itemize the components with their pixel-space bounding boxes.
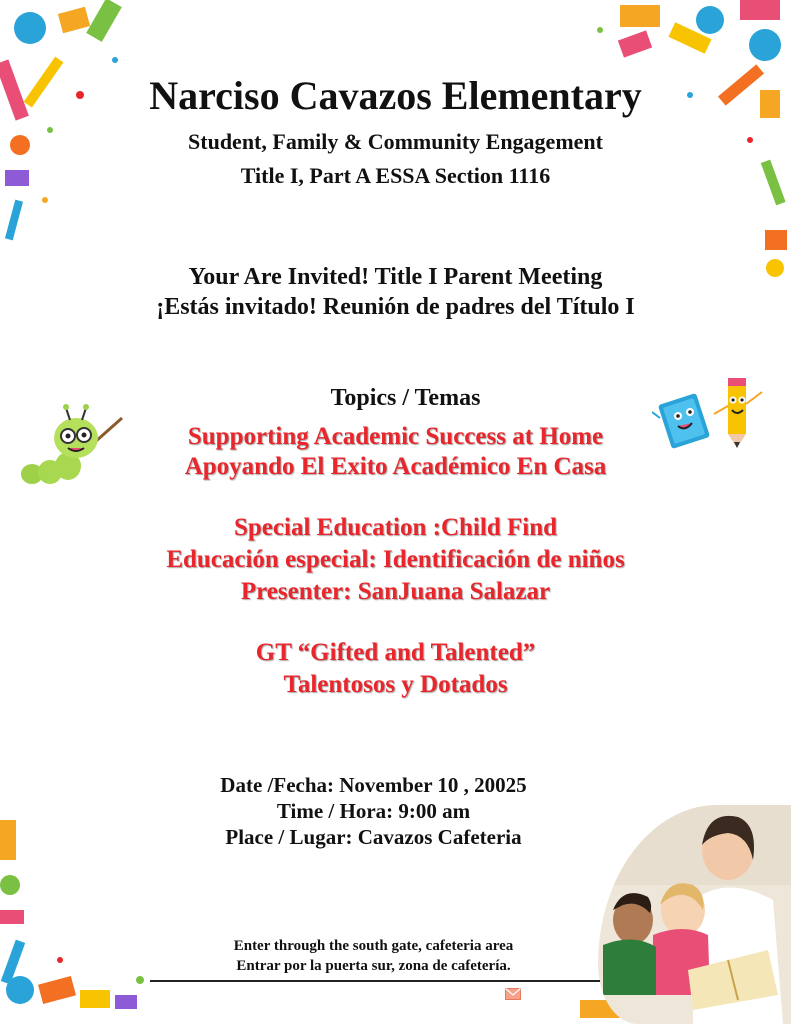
meeting-date: Date /Fecha: November 10 , 20025 [220,773,527,797]
topic-item: Supporting Academic Success at Home [187,423,604,450]
footer-divider [150,980,600,982]
subtitle-engagement: Student, Family & Community Engagement [188,129,603,154]
meeting-time: Time / Hora: 9:00 am [276,799,471,823]
topics-heading: Topics / Temas [330,385,481,411]
directions-spanish: Entrar por la puerta sur, zona de cafetería. [236,958,511,974]
topic-item: Talentosos y Dotados [283,671,508,698]
topic-item: Special Education :Child Find [234,514,557,541]
topic-item: Educación especial: Identificación de niños [166,546,625,573]
directions-english: Enter through the south gate, cafeteria area [233,938,514,954]
subtitle-title-one: Title I, Part A ESSA Section 1116 [240,163,551,188]
school-name: Narciso Cavazos Elementary [149,73,642,118]
invitation-spanish: ¡Estás invitado! Reunión de padres del Título I [156,294,635,320]
topic-item: GT “Gifted and Talented” [255,639,536,666]
meeting-place: Place / Lugar: Cavazos Cafeteria [225,825,522,849]
mail-icon[interactable] [505,988,521,1000]
topic-item: Apoyando El Exito Académico En Casa [184,453,607,480]
invitation-english: Your Are Invited! Title I Parent Meeting [188,264,603,290]
topic-presenter: Presenter: SanJuana Salazar [240,578,551,605]
